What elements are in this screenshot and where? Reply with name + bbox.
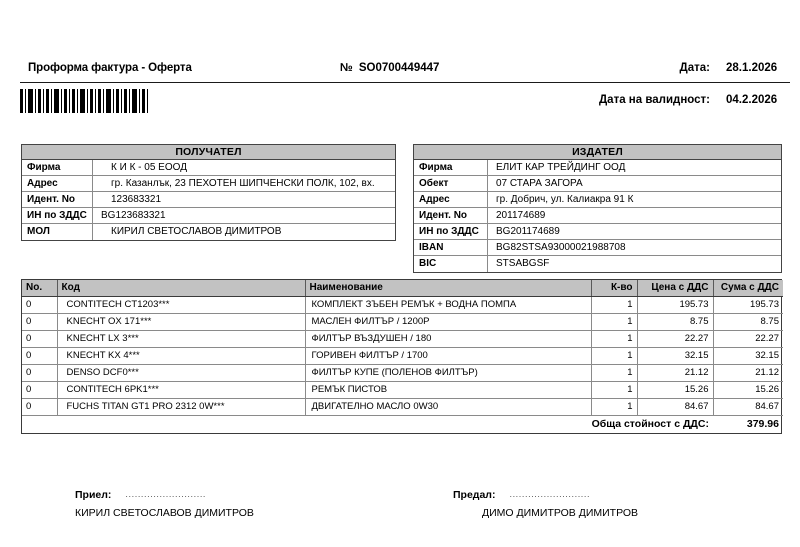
cell-qty: 1 <box>591 398 637 415</box>
cell-price: 84.67 <box>637 398 713 415</box>
recipient-row-mol <box>22 224 395 240</box>
cell-no: 0 <box>22 330 57 347</box>
cell-no: 0 <box>22 313 57 330</box>
recipient-label-ident: Идент. No <box>22 192 93 207</box>
cell-price: 32.15 <box>637 347 713 364</box>
cell-qty: 1 <box>591 347 637 364</box>
cell-name: МАСЛЕН ФИЛТЪР / 1200Р <box>305 313 591 330</box>
accepted-by-label: Приел: <box>75 489 112 501</box>
recipient-value-firma: К И К - 05 ЕООД <box>111 162 187 173</box>
table-row <box>22 347 783 364</box>
cell-name: РЕМЪК ПИСТОВ <box>305 381 591 398</box>
issuer-label-iban: IBAN <box>414 240 488 255</box>
cell-code: KNECHT LX 3*** <box>57 330 305 347</box>
page-title: Проформа фактура - Оферта <box>28 62 192 74</box>
recipient-label-address: Адрес <box>22 176 93 191</box>
issuer-label-object: Обект <box>414 176 488 191</box>
column-header-sum: Сума с ДДС <box>713 280 783 296</box>
validity-date-value: 04.2.2026 <box>726 94 778 106</box>
recipient-row-vat <box>22 208 395 224</box>
cell-no: 0 <box>22 364 57 381</box>
header-divider <box>20 82 790 83</box>
issuer-row-address <box>414 192 781 208</box>
recipient-value-address: гр. Казанлък, 23 ПЕХОТЕН ШИПЧЕНСКИ ПОЛК, 102, вх. <box>111 178 375 189</box>
cell-code: KNECHT OX 171*** <box>57 313 305 330</box>
cell-sum: 32.15 <box>713 347 783 364</box>
issuer-row-object <box>414 176 781 192</box>
accepted-by-line <box>75 489 254 501</box>
cell-code: CONTITECH 6PK1*** <box>57 381 305 398</box>
document-number-value: SO0700449447 <box>358 62 440 74</box>
column-header-name: Наименование <box>305 280 591 296</box>
issuer-value-iban: BG82STSA93000021988708 <box>496 242 626 253</box>
accepted-by-block <box>75 489 254 519</box>
issuer-row-firma <box>414 160 781 176</box>
issuer-label-ident: Идент. No <box>414 208 488 223</box>
table-row <box>22 330 783 347</box>
cell-price: 15.26 <box>637 381 713 398</box>
recipient-row-firma <box>22 160 395 176</box>
issue-date-value: 28.1.2026 <box>726 62 778 74</box>
table-row <box>22 296 783 313</box>
recipient-value-ident: 123683321 <box>111 194 162 205</box>
recipient-row-ident <box>22 192 395 208</box>
cell-price: 22.27 <box>637 330 713 347</box>
handed-by-block <box>453 489 638 519</box>
recipient-row-address <box>22 176 395 192</box>
issuer-label-firma: Фирма <box>414 160 488 175</box>
document-header <box>20 60 790 82</box>
issuer-value-firma: ЕЛИТ КАР ТРЕЙДИНГ ООД <box>496 162 626 173</box>
cell-qty: 1 <box>591 296 637 313</box>
cell-qty: 1 <box>591 381 637 398</box>
cell-no: 0 <box>22 381 57 398</box>
table-row <box>22 364 783 381</box>
issuer-label-address: Адрес <box>414 192 488 207</box>
handed-by-name: ДИМО ДИМИТРОВ ДИМИТРОВ <box>482 507 639 519</box>
cell-sum: 8.75 <box>713 313 783 330</box>
validity-date-label: Дата на валидност: <box>598 94 710 106</box>
total-value: 379.96 <box>713 415 783 433</box>
cell-name: КОМПЛЕКТ ЗЪБЕН РЕМЪК + ВОДНА ПОМПА <box>305 296 591 313</box>
handed-by-line <box>453 489 638 501</box>
issue-date <box>680 62 790 74</box>
recipient-label-vat: ИН по ЗДДС <box>22 208 93 223</box>
issuer-row-ident <box>414 208 781 224</box>
document-number <box>340 62 439 74</box>
cell-price: 21.12 <box>637 364 713 381</box>
cell-qty: 1 <box>591 364 637 381</box>
total-row <box>22 415 783 433</box>
issuer-label-bic: BIC <box>414 256 488 272</box>
recipient-label-firma: Фирма <box>22 160 93 175</box>
cell-qty: 1 <box>591 330 637 347</box>
cell-sum: 84.67 <box>713 398 783 415</box>
accepted-by-signature-line: .......................... <box>125 489 207 499</box>
validity-date <box>599 94 790 106</box>
cell-sum: 21.12 <box>713 364 783 381</box>
table-row <box>22 313 783 330</box>
cell-no: 0 <box>22 398 57 415</box>
cell-qty: 1 <box>591 313 637 330</box>
cell-price: 8.75 <box>637 313 713 330</box>
table-row <box>22 381 783 398</box>
column-header-no: No. <box>22 280 57 296</box>
barcode-icon <box>20 89 150 113</box>
recipient-title: ПОЛУЧАТЕЛ <box>22 145 395 160</box>
cell-code: FUCHS TITAN GT1 PRO 2312 0W*** <box>57 398 305 415</box>
cell-name: ДВИГАТЕЛНО МАСЛО 0W30 <box>305 398 591 415</box>
issuer-value-vat: BG201174689 <box>496 226 560 237</box>
handed-by-signature-line: .......................... <box>509 489 591 499</box>
cell-no: 0 <box>22 347 57 364</box>
recipient-panel <box>21 144 396 241</box>
issuer-value-address: гр. Добрич, ул. Калиакра 91 К <box>496 194 634 205</box>
cell-code: DENSO DCF0*** <box>57 364 305 381</box>
issuer-value-object: 07 СТАРА ЗАГОРА <box>496 178 583 189</box>
issuer-row-vat <box>414 224 781 240</box>
cell-price: 195.73 <box>637 296 713 313</box>
issuer-label-vat: ИН по ЗДДС <box>414 224 488 239</box>
cell-name: ФИЛТЪР ВЪЗДУШЕН / 180 <box>305 330 591 347</box>
recipient-value-mol: КИРИЛ СВЕТОСЛАВОВ ДИМИТРОВ <box>111 226 282 237</box>
cell-name: ФИЛТЪР КУПЕ (ПОЛЕНОВ ФИЛТЪР) <box>305 364 591 381</box>
number-symbol: № <box>340 62 353 74</box>
handed-by-label: Предал: <box>453 489 496 501</box>
table-row <box>22 398 783 415</box>
recipient-label-mol: МОЛ <box>22 224 93 240</box>
column-header-code: Код <box>57 280 305 296</box>
cell-code: CONTITECH CT1203*** <box>57 296 305 313</box>
cell-name: ГОРИВЕН ФИЛТЪР / 1700 <box>305 347 591 364</box>
cell-sum: 22.27 <box>713 330 783 347</box>
issuer-value-bic: STSABGSF <box>496 258 550 269</box>
issuer-panel <box>413 144 782 273</box>
issuer-row-bic <box>414 256 781 272</box>
cell-sum: 15.26 <box>713 381 783 398</box>
table-header-row <box>22 280 783 296</box>
cell-no: 0 <box>22 296 57 313</box>
recipient-value-vat: BG123683321 <box>101 210 166 221</box>
cell-code: KNECHT KX 4*** <box>57 347 305 364</box>
cell-sum: 195.73 <box>713 296 783 313</box>
total-label: Обща стойност с ДДС: <box>22 415 713 433</box>
issue-date-label: Дата: <box>679 62 710 74</box>
column-header-price: Цена с ДДС <box>637 280 713 296</box>
issuer-row-iban <box>414 240 781 256</box>
items-table <box>21 279 782 434</box>
issuer-title: ИЗДАТЕЛ <box>414 145 781 160</box>
column-header-qty: К-во <box>591 280 637 296</box>
issuer-value-ident: 201174689 <box>496 210 546 221</box>
accepted-by-name: КИРИЛ СВЕТОСЛАВОВ ДИМИТРОВ <box>75 507 254 519</box>
